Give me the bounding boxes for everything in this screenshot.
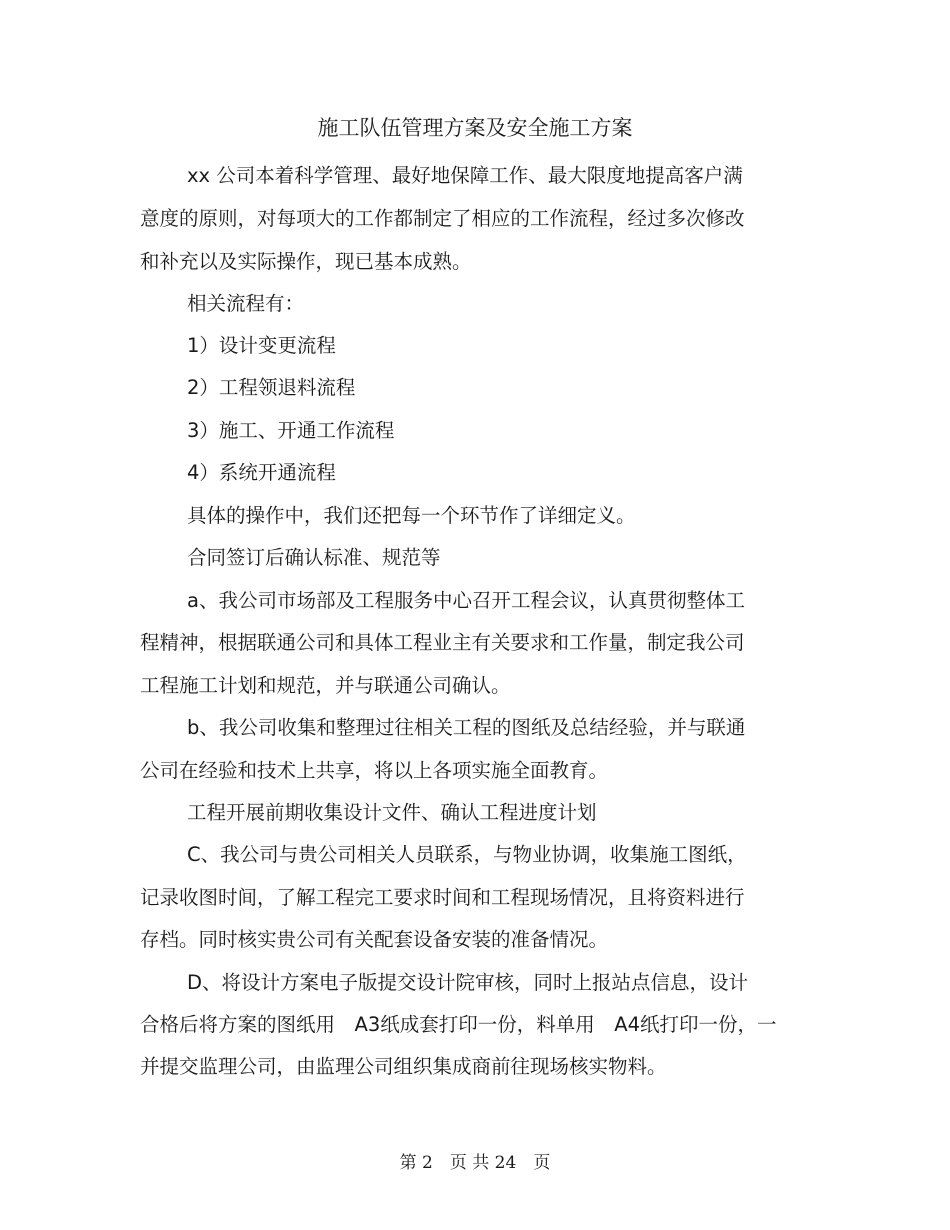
paragraph-line: D、将设计方案电子版提交设计院审核，同时上报站点信息，设计: [187, 971, 749, 994]
paragraph-line: 和补充以及实际操作，现已基本成熟。: [140, 250, 472, 273]
paragraph-line: 程精神，根据联通公司和具体工程业主有关要求和工作量，制定我公司: [140, 631, 745, 654]
list-item: 1）设计变更流程: [187, 334, 336, 357]
paragraph-line: 并提交监理公司，由监理公司组织集成商前往现场核实物料。: [140, 1055, 667, 1078]
page-number-footer: 第 2 页 共 24 页: [399, 1153, 551, 1173]
paragraph-line: 工程施工计划和规范，并与联通公司确认。: [140, 674, 511, 697]
paragraph-line: 意度的原则，对每项大的工作都制定了相应的工作流程，经过多次修改: [140, 207, 745, 230]
list-item: 3）施工、开通工作流程: [187, 419, 395, 442]
document-title: 施工队伍管理方案及安全施工方案: [317, 116, 633, 140]
list-item: 2）工程领退料流程: [187, 376, 356, 399]
paragraph-line: C、我公司与贵公司相关人员联系，与物业协调，收集施工图纸，: [187, 843, 747, 866]
paragraph-line: 公司在经验和技术上共享，将以上各项实施全面教育。: [140, 759, 609, 782]
paragraph-line: 具体的操作中，我们还把每一个环节作了详细定义。: [187, 504, 636, 527]
list-item: 4）系统开通流程: [187, 461, 336, 484]
paragraph-line: a、我公司市场部及工程服务中心召开工程会议，认真贯彻整体工: [187, 589, 745, 612]
paragraph-line: 相关流程有：: [187, 292, 305, 315]
paragraph-line: xx 公司本着科学管理、最好地保障工作、最大限度地提高客户满: [187, 164, 743, 187]
section-heading: 合同签订后确认标准、规范等: [187, 546, 441, 569]
paragraph-line: 存档。同时核实贵公司有关配套设备安装的准备情况。: [140, 928, 609, 951]
paragraph-line: 记录收图时间，了解工程完工要求时间和工程现场情况，且将资料进行: [140, 886, 745, 909]
paragraph-line: b、我公司收集和整理过往相关工程的图纸及总结经验，并与联通: [187, 716, 746, 739]
section-heading: 工程开展前期收集设计文件、确认工程进度计划: [187, 801, 597, 824]
paragraph-line: 合格后将方案的图纸用 A3纸成套打印一份，料单用 A4纸打印一份，一: [140, 1013, 777, 1036]
